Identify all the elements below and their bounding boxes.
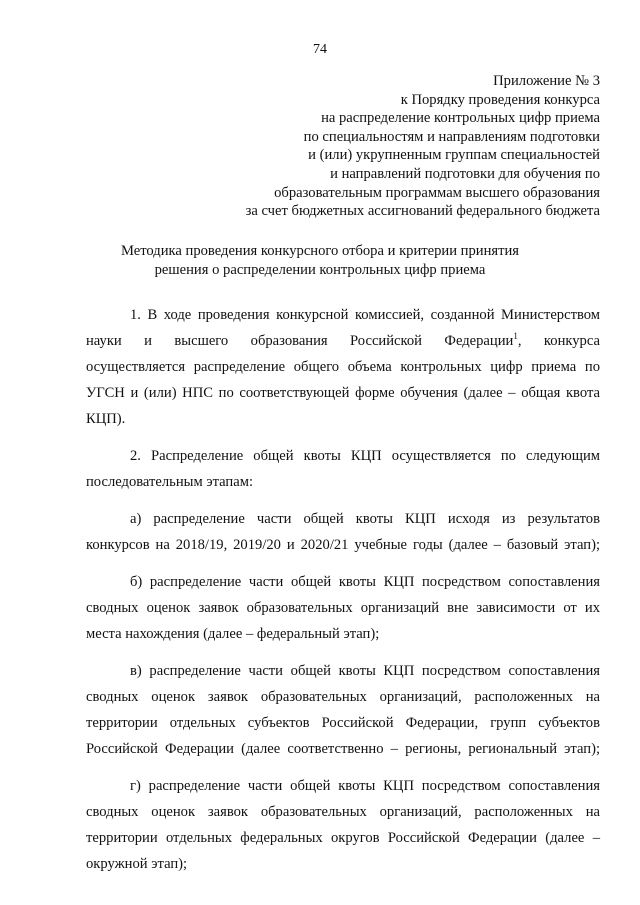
text-line: сводных оценок заявок образовательных организаций вне зависимости от их [86, 600, 600, 616]
document-body [86, 302, 600, 877]
appendix-header [180, 72, 600, 221]
text-line: территории отдельных федеральных округов Российской Федерации (далее – [86, 830, 600, 846]
text-line: КЦП). [86, 411, 126, 427]
appendix-line: образовательным программам высшего образования [274, 184, 600, 201]
appendix-line: на распределение контрольных цифр приема [321, 110, 600, 127]
appendix-line: и направлений подготовки для обучения по [330, 165, 600, 182]
footnote-marker: 1 [513, 331, 518, 342]
text-fragment: науки и высшего образования Российской Федерации [86, 333, 514, 349]
text-line: 2. Распределение общей квоты КЦП осуществляется по следующим [130, 448, 600, 464]
text-line: г) распределение части общей квоты КЦП посредством сопоставления [130, 778, 600, 794]
text-line: сводных оценок заявок образовательных организаций, расположенных на [86, 804, 600, 820]
title-line: решения о распределении контрольных цифр приема [154, 262, 486, 278]
text-line: сводных оценок заявок образовательных организаций, расположенных на [86, 689, 600, 705]
text-line: 1. В ходе проведения конкурсной комиссией, созданной Министерством [130, 307, 600, 323]
methodology-title [0, 242, 640, 280]
text-line: Российской Федерации (далее соответственно – регионы, региональный этап); [86, 741, 600, 757]
text-line: а) распределение части общей квоты КЦП исходя из результатов [130, 511, 600, 527]
page-number: 74 [313, 42, 327, 57]
text-line: осуществляется распределение общего объема контрольных цифр приема по [86, 359, 600, 375]
appendix-line: и (или) укрупненным группам специальностей [308, 147, 600, 164]
text-line: окружной этап); [86, 856, 188, 872]
text-line: территории отдельных субъектов Российской Федерации, групп субъектов [86, 715, 600, 731]
text-line: места нахождения (далее – федеральный этап); [86, 626, 380, 642]
text-fragment: , конкурса [517, 333, 600, 349]
text-line: УГСН и (или) НПС по соответствующей форме обучения (далее – общая квота [86, 385, 600, 401]
paragraph-1 [86, 302, 600, 432]
paragraph-2 [86, 443, 600, 495]
paragraph-item-a [86, 506, 600, 558]
text-line: в) распределение части общей квоты КЦП посредством сопоставления [130, 663, 600, 679]
appendix-line: к Порядку проведения конкурса [400, 91, 600, 108]
appendix-line: Приложение № 3 [493, 73, 600, 89]
text-line [86, 328, 600, 354]
paragraph-item-b [86, 569, 600, 647]
appendix-line: по специальностям и направлениям подготовки [303, 128, 600, 145]
paragraph-item-v [86, 658, 600, 762]
title-line: Методика проведения конкурсного отбора и критерии принятия [120, 243, 520, 259]
paragraph-item-g [86, 773, 600, 877]
text-line: последовательным этапам: [86, 474, 254, 490]
appendix-line: за счет бюджетных ассигнований федерального бюджета [245, 203, 600, 220]
text-line: б) распределение части общей квоты КЦП посредством сопоставления [130, 574, 600, 590]
text-line: конкурсов на 2018/19, 2019/20 и 2020/21 учебные годы (далее – базовый этап); [86, 537, 600, 553]
